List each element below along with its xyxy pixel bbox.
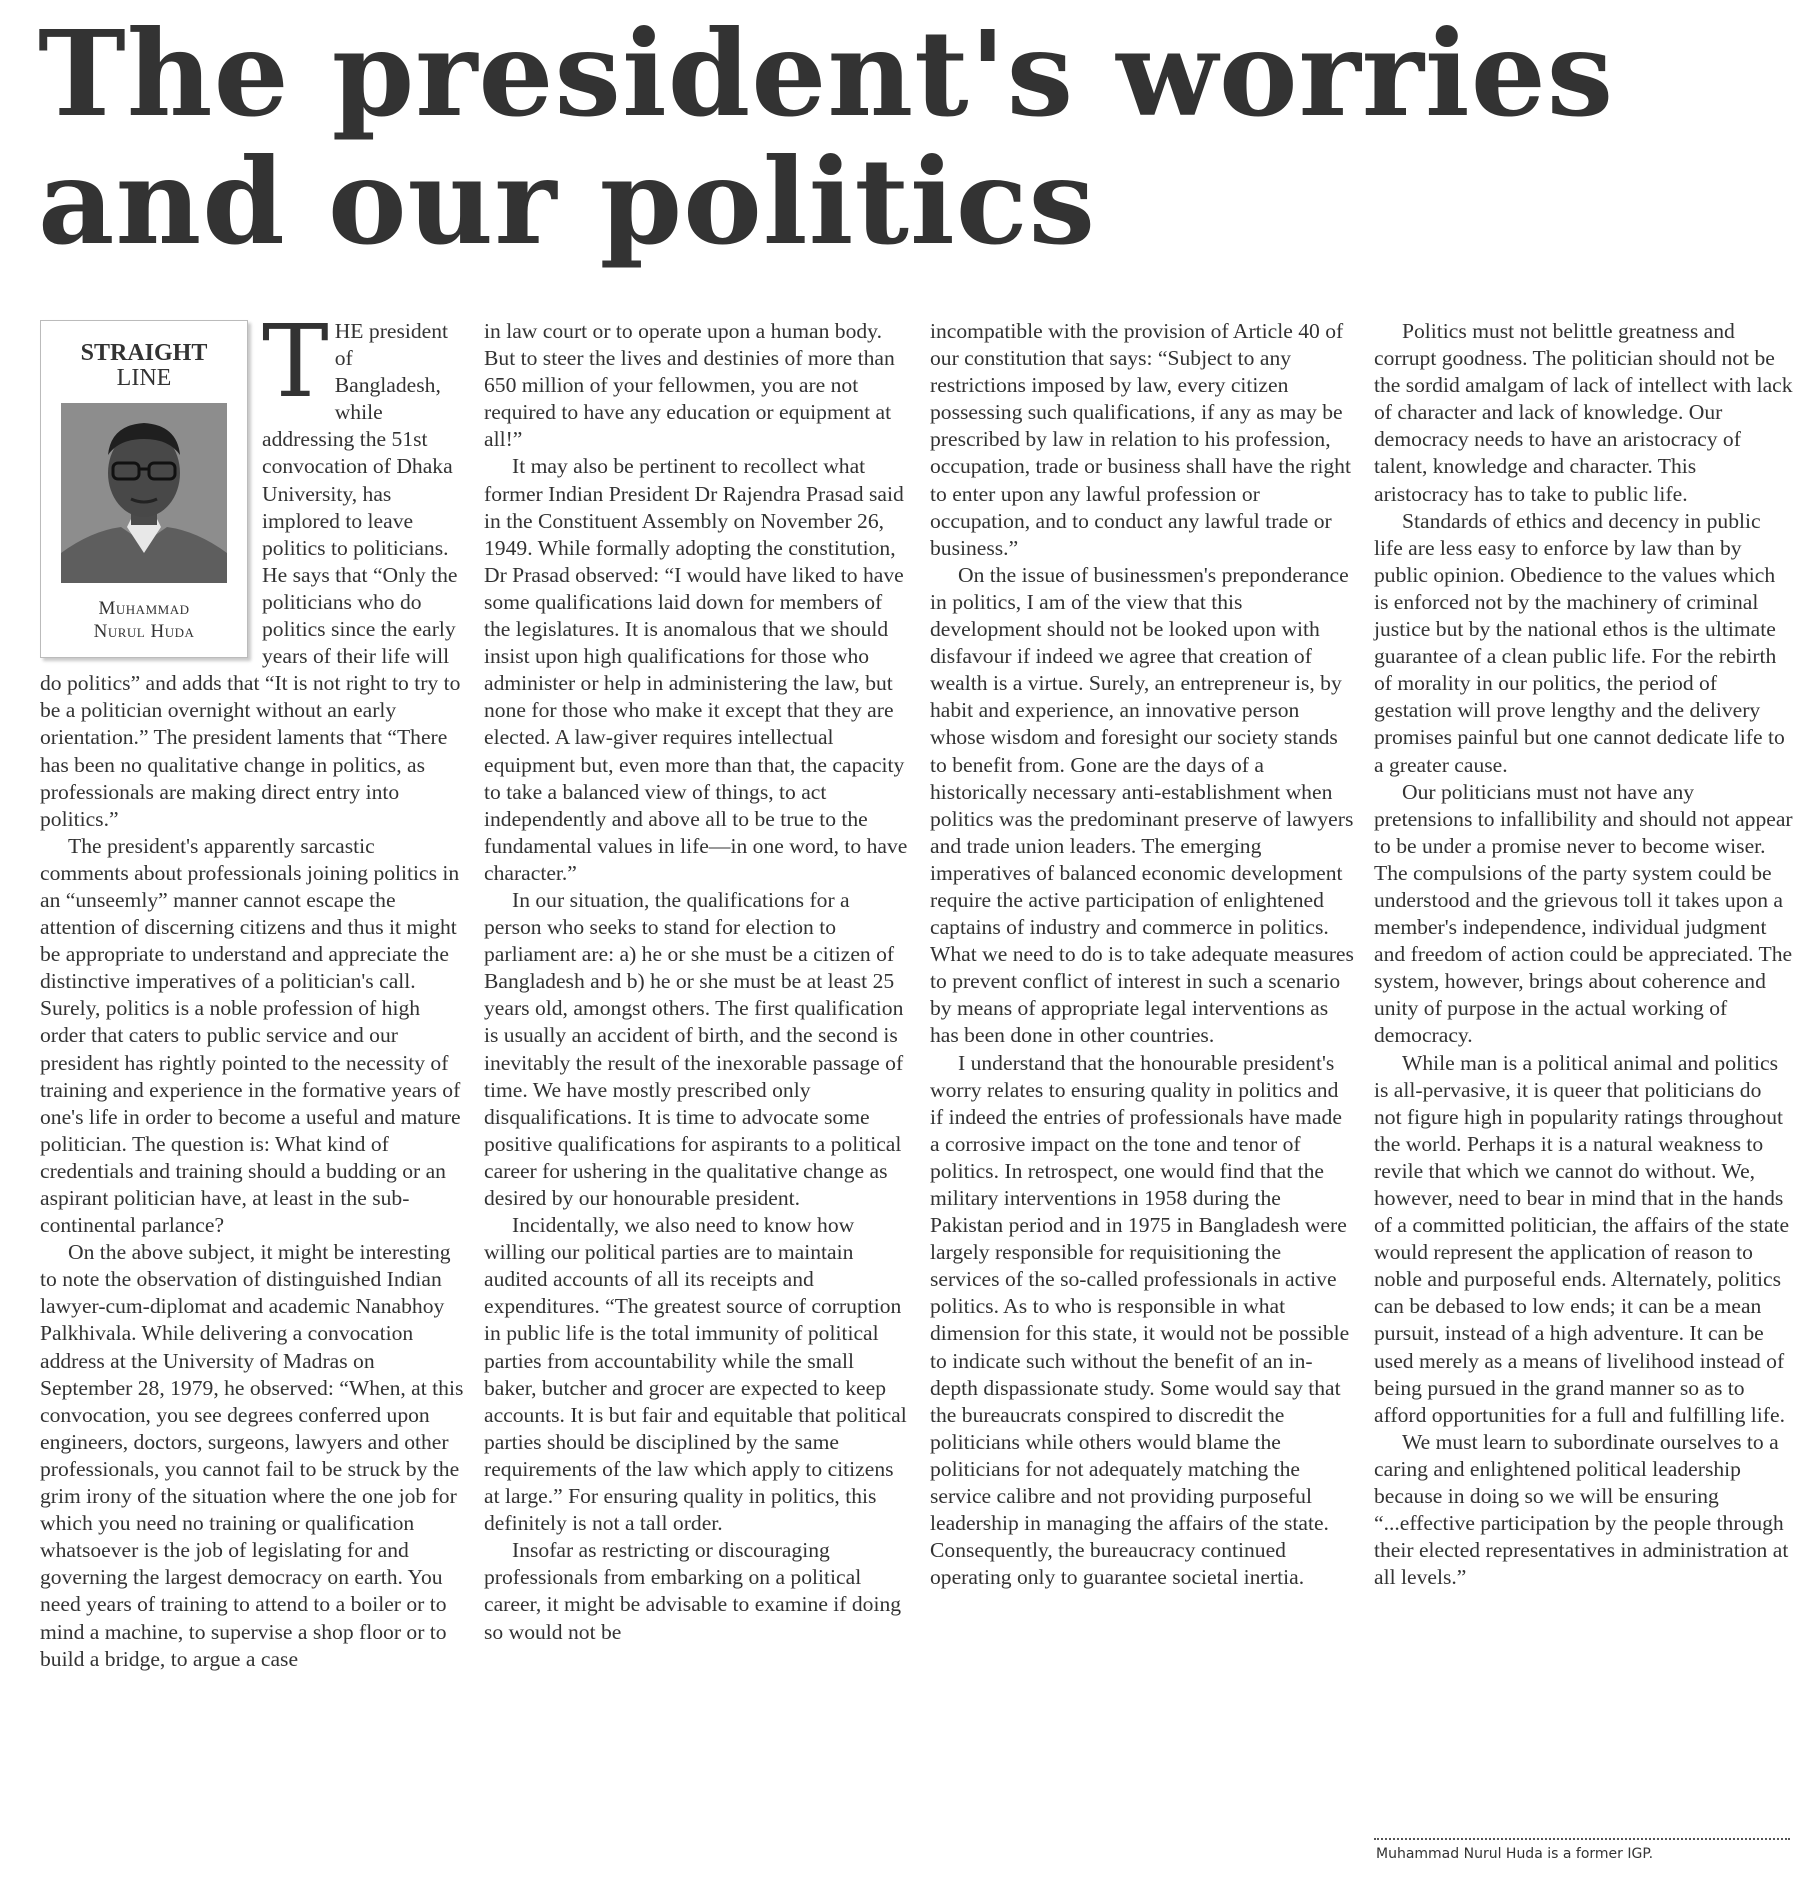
author-name bbox=[41, 597, 247, 643]
article-paragraph: It may also be pertinent to recollect what former Indian President Dr Rajendra Prasad said in the Constituent Assembly on November 26, 1949. While formally adopting the constitution, Dr Prasad observed: “I would have liked to have some qualifications laid down for members of the legislatures. It is anomalous that we should insist upon high qualifications for those who administer or help in administering the law, but none for those who make it except that they are elected. A law-giver requires intellectual equipment but, even more than that, the capacity to take a balanced view of things, to act independently and above all to be true to the fundamental values in life—in one word, to have character.” bbox=[484, 454, 908, 885]
article-paragraph: in law court or to operate upon a human body. But to steer the lives and destinies of more than 650 million of your fellowmen, you are not required to have any education or equipment at all!” bbox=[484, 319, 895, 452]
paragraph-text: president of Bangladesh, while addressing the 51st convocation of Dhaka University, has implored to leave politics to politicians. He says that “Only the politicians who do politics since the early years of their life will do politics” and adds that “It is not right to try to be a politician overnight without an early orientation.” The president laments that “There has been no qualitative change in politics, as professionals are making direct entry into politics.” bbox=[40, 319, 461, 831]
article-paragraph: The president's apparently sarcastic comments about professionals joining politics in an “unseemly” manner cannot escape the attention of discerning citizens and thus it might be appropriate to understand and appreciate the distinctive imperatives of a politician's call. Surely, politics is a noble profession of high order that caters to public service and our president has rightly pointed to the necessity of training and experience in the formative years of one's life in order to become a useful and mature politician. The question is: What kind of credentials and training should a budding or an aspirant politician have, at least in the sub-continental parlance? bbox=[40, 833, 461, 1238]
article-column-4 bbox=[1374, 318, 1794, 1591]
article-headline bbox=[38, 4, 1778, 271]
article-paragraph: I understand that the honourable president's worry relates to ensuring quality in politics and if indeed the entries of professionals have made a corrosive impact on the tone and tenor of politics. In retrospect, one would find that the military interventions in 1958 during the Pakistan period and in 1975 in Bangladesh were largely responsible for requisitioning the services of the so-called professionals in active politics. As to who is responsible in what dimension for this state, it would not be possible to indicate such without the benefit of an in-depth dispassionate study. Some would say that the bureaucrats conspired to discredit the politicians while others would blame the politicians for not adequately matching the service calibre and not providing purposeful leadership in managing the affairs of the state. Consequently, the bureaucracy continued operating only to guarantee societal inertia. bbox=[930, 1050, 1350, 1590]
article-paragraph: While man is a political animal and politics is all-pervasive, it is queer that politicians do not figure high in popularity ratings throughout the world. Perhaps it is a natural weakness to revile that which we cannot do without. We, however, need to bear in mind that in the hands of a committed politician, the affairs of the state would represent the application of reason to noble and purposeful ends. Alternately, politics can be debased to low ends; it can be a mean pursuit, instead of a high adventure. It can be used merely as a means of livelihood instead of being pursued in the grand manner so as to afford opportunities for a full and fulfilling life. bbox=[1374, 1050, 1790, 1427]
column-name bbox=[41, 341, 247, 391]
article-column-3 bbox=[930, 318, 1354, 1591]
article-paragraph: On the above subject, it might be interesting to note the observation of distinguished Indian lawyer-cum-diplomat and academic Nanabhoy Palkhivala. While delivering a convocation address at the University of Madras on September 28, 1979, he observed: “When, at this convocation, you see degrees conferred upon engineers, doctors, surgeons, lawyers and other professionals, you cannot fail to be struck by the grim irony of the situation where the one job for which you need no training or qualification whatsoever is the job of legislating for and governing the largest democracy on earth. You need years of training to attend to a boiler or to mind a machine, to supervise a shop floor or to build a bridge, to argue a case bbox=[40, 1240, 464, 1671]
column-name-line-2: LINE bbox=[116, 365, 172, 391]
author-name-line-2: Nurul Huda bbox=[93, 621, 195, 642]
article-paragraph: Politics must not belittle greatness and corrupt goodness. The politician should not be the sordid amalgam of lack of intellect with lack of character and lack of knowledge. Our democracy needs to have an aristocracy of talent, knowledge and character. This aristocracy has to take to public life. bbox=[1374, 319, 1793, 506]
article-paragraph: Standards of ethics and decency in public life are less easy to enforce by law than by public opinion. Obedience to the values which is enforced not by the machinery of criminal justice but by the national ethos is the ultimate guarantee of a clean public life. For the rebirth of morality in our politics, the period of gestation will prove lengthy and the delivery promises painful but one cannot dedicate life to a greater cause. bbox=[1374, 508, 1785, 777]
footer-divider bbox=[1374, 1838, 1790, 1840]
headline-line-2: and our politics bbox=[38, 132, 1097, 271]
article-paragraph: incompatible with the provision of Article 40 of our constitution that says: “Subject to any restrictions imposed by law, every citizen possessing such qualifications, if any as may be prescribed by law in relation to his profession, occupation, trade or business shall have the right to enter upon any lawful profession or occupation, and to conduct any lawful trade or business.” bbox=[930, 319, 1351, 560]
column-name-line-1: STRAIGHT bbox=[80, 340, 208, 366]
byline-box bbox=[40, 320, 248, 658]
author-name-line-1: Muhammad bbox=[98, 598, 190, 619]
article-paragraph: On the issue of businessmen's preponderance in politics, I am of the view that this development should not be looked upon with disfavour if indeed we agree that creation of wealth is a virtue. Surely, an entrepreneur is, by habit and experience, an innovative person whose wisdom and foresight our society stands to benefit from. Gone are the days of a historically necessary anti-establishment when politics was the predominant preserve of lawyers and trade union leaders. The emerging imperatives of balanced economic development require the active participation of enlightened captains of industry and commerce in politics. What we need to do is to take adequate measures to prevent conflict of interest in such a scenario by means of appropriate legal interventions as has been done in other countries. bbox=[930, 562, 1354, 1048]
article-paragraph: Insofar as restricting or discouraging professionals from embarking on a political career, it might be advisable to examine if doing so would not be bbox=[484, 1538, 902, 1644]
article-paragraph: In our situation, the qualifications for a person who seeks to stand for election to parliament are: a) he or she must be a citizen of Bangladesh and b) he or she must be at least 25 years old, amongst others. The first qualification is usually an accident of birth, and the second is inevitably the result of the inexorable passage of time. We have mostly prescribed only disqualifications. It is time to advocate some positive qualifications for aspirants to a political career for ushering in the qualitative change as desired by our honourable president. bbox=[484, 887, 904, 1210]
article-column-2 bbox=[484, 318, 908, 1646]
article-paragraph: We must learn to subordinate ourselves to a caring and enlightened political leadership because in doing so we will be ensuring “...effective participation by the people through their elected representatives in administration at all levels.” bbox=[1374, 1429, 1789, 1590]
article-paragraph: Our politicians must not have any pretensions to infallibility and should not appear to be under a promise never to become wiser. The compulsions of the party system could be understood and the grievous toll it takes upon a member's independence, individual judgment and freedom of action could be appreciated. The system, however, brings about coherence and unity of purpose in the actual working of democracy. bbox=[1374, 779, 1793, 1048]
article-paragraph: Incidentally, we also need to know how willing our political parties are to maintain audited accounts of all its receipts and expenditures. “The greatest source of corruption in public life is the total immunity of political parties from accountability while the small baker, butcher and grocer are expected to keep accounts. It is but fair and equitable that political parties should be disciplined by the same requirements of the law which apply to citizens at large.” For ensuring quality in politics, this definitely is not a tall order. bbox=[484, 1213, 907, 1536]
headline-line-1: The president's worries bbox=[38, 4, 1615, 143]
author-note: Muhammad Nurul Huda is a former IGP. bbox=[1376, 1846, 1654, 1862]
drop-cap: T bbox=[262, 303, 329, 420]
author-photo bbox=[61, 403, 227, 583]
drop-cap-rest: HE bbox=[334, 319, 364, 343]
article-column-1 bbox=[40, 303, 464, 1673]
